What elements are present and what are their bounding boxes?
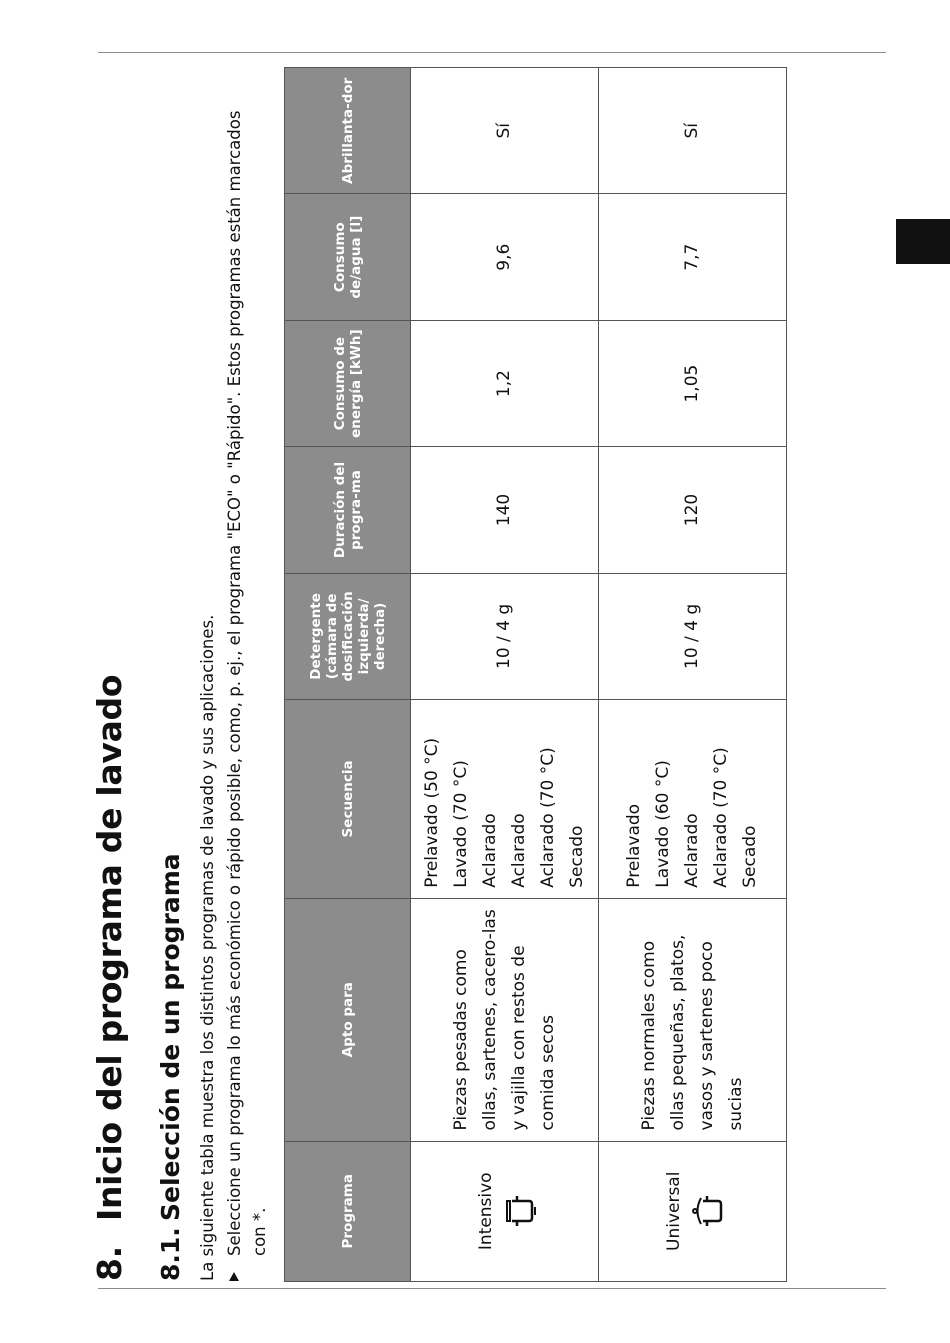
sequence-step: Aclarado bbox=[479, 813, 500, 888]
intensive-pot-icon bbox=[503, 1194, 537, 1228]
section-title: Inicio del programa de lavado bbox=[90, 674, 129, 1221]
duracion-cell: 120 bbox=[599, 447, 787, 573]
detergente-cell: 10 / 4 g bbox=[599, 573, 787, 699]
apto-cell: Piezas pesadas como ollas, sartenes, cacero-las y vajilla con restos de comida secos bbox=[411, 898, 599, 1141]
sequence-step: Aclarado bbox=[682, 813, 702, 888]
programa-cell bbox=[411, 1141, 599, 1281]
section-tab-marker bbox=[896, 219, 950, 264]
header-energia: Consumo de energía [kWh] bbox=[285, 320, 411, 446]
secuencia-cell bbox=[411, 700, 599, 899]
program-name: Universal bbox=[664, 1171, 684, 1251]
sequence-step: Aclarado (70 °C) bbox=[537, 747, 558, 888]
sequence-step: Prelavado (50 °C) bbox=[421, 737, 442, 888]
energia-cell: 1,05 bbox=[599, 320, 787, 446]
sequence-step: Aclarado bbox=[508, 813, 529, 888]
abrillantador-cell: Sí bbox=[599, 68, 787, 194]
energia-cell: 1,2 bbox=[411, 320, 599, 446]
intro-text: La siguiente tabla muestra los distintos programas de lavado y sus aplicaciones. bbox=[198, 614, 217, 1281]
sequence-step: Secado bbox=[566, 825, 587, 888]
header-duracion: Duración del progra-ma bbox=[285, 447, 411, 573]
sequence-step: Secado bbox=[740, 825, 760, 888]
detergente-cell: 10 / 4 g bbox=[411, 573, 599, 699]
header-secuencia: Secuencia bbox=[285, 700, 411, 899]
sequence-step: Prelavado bbox=[624, 803, 644, 888]
table-row bbox=[411, 68, 599, 1282]
header-apto: Apto para bbox=[285, 898, 411, 1141]
subsection-number: 8.1. bbox=[156, 1227, 185, 1281]
bullet-text: Seleccione un programa lo más económico o rápido posible, como, p. ej., el programa "ECO" o "Rápido". Estos programas están marcados con *. bbox=[225, 110, 269, 1256]
apto-cell: Piezas normales como ollas pequeñas, platos, vasos y sartenes poco sucias bbox=[599, 898, 787, 1141]
rotated-page-content bbox=[90, 65, 760, 1285]
duracion-cell: 140 bbox=[411, 447, 599, 573]
bullet-triangle-icon bbox=[229, 1272, 239, 1281]
sequence-step: Lavado (60 °C) bbox=[653, 760, 673, 888]
abrillantador-cell: Sí bbox=[411, 68, 599, 194]
program-table bbox=[284, 67, 787, 1282]
section-number: 8. bbox=[90, 1246, 129, 1281]
header-abrillantador: Abrillanta-dor bbox=[285, 68, 411, 194]
sequence-step: Lavado (70 °C) bbox=[450, 760, 471, 888]
header-programa: Programa bbox=[285, 1141, 411, 1281]
subsection-heading bbox=[156, 853, 185, 1281]
universal-pot-icon bbox=[691, 1194, 725, 1228]
program-name: Intensivo bbox=[476, 1172, 496, 1251]
subsection-title: Selección de un programa bbox=[156, 853, 185, 1221]
sequence-step: Aclarado (70 °C) bbox=[711, 747, 731, 888]
table-header-row bbox=[285, 68, 411, 1282]
bottom-rule bbox=[98, 1288, 886, 1289]
programa-cell bbox=[599, 1141, 787, 1281]
table-row bbox=[599, 68, 787, 1282]
top-rule bbox=[98, 52, 886, 53]
agua-cell: 9,6 bbox=[411, 194, 599, 320]
agua-cell: 7,7 bbox=[599, 194, 787, 320]
header-agua: Consumo de/agua [l] bbox=[285, 194, 411, 320]
section-heading bbox=[90, 675, 129, 1281]
header-detergente: Detergente (cámara de dosificación izquierda/ derecha) bbox=[285, 573, 411, 699]
secuencia-cell bbox=[599, 700, 787, 899]
